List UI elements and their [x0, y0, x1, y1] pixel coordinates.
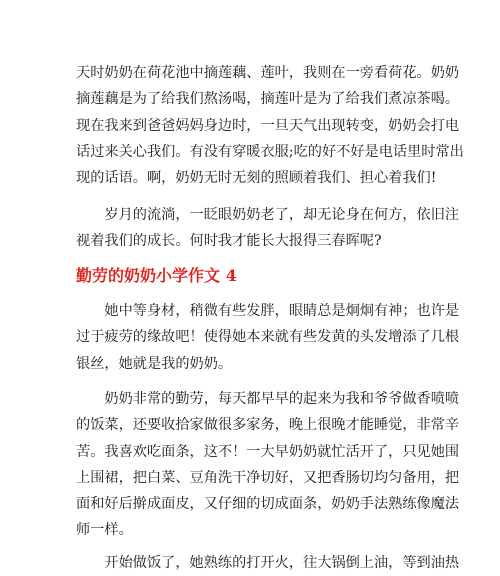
text-line: 她中等身材，稍微有些发胖，眼睛总是炯炯有神；也许是 — [76, 303, 460, 319]
paragraph-2 — [76, 202, 460, 255]
text-line: 摘莲藕是为了给我们熬汤喝，摘莲叶是为了给我们煮凉茶喝。 — [76, 91, 460, 108]
text-line: 天时奶奶在荷花池中摘莲藕、莲叶，我则在一旁看荷花。奶奶 — [76, 65, 460, 81]
text-line: 视着我们的成长。何时我才能长大报得三春晖呢? — [76, 233, 382, 250]
section-heading: 勤劳的奶奶小学作文 4 — [76, 266, 237, 285]
text-line: 话过来关心我们。有没有穿暖衣服;吃的好不好是电话里时常出 — [76, 143, 464, 160]
paragraph-5 — [76, 550, 460, 576]
paragraph-1 — [76, 60, 464, 191]
text-line: 面和好后擀成面皮，又仔细的切成面条，奶奶手法熟练像魔法 — [76, 496, 460, 513]
text-line: 现的话语。啊，奶奶无时无刻的照顾着我们、担心着我们! — [76, 170, 437, 187]
text-line: 开始做饭了，她熟练的打开火，往大锅倒上油，等到油热 — [76, 555, 460, 571]
paragraph-4 — [76, 386, 460, 544]
text-line: 岁月的流淌，一眨眼奶奶老了，却无论身在何方，依旧注 — [76, 207, 460, 223]
text-line: 苦。我喜欢吃面条，这不！一大早奶奶就忙活开了，只见她围 — [76, 443, 460, 460]
text-line: 银丝，她就是我的奶奶。 — [76, 355, 233, 372]
text-line: 师一样。 — [76, 522, 133, 539]
text-line: 上围裙，把白菜、豆角洗干净切好，又把香肠切均匀备用，把 — [76, 469, 460, 486]
text-line: 奶奶非常的勤劳，每天都早早的起来为我和爷爷做香喷喷 — [76, 391, 460, 407]
text-line: 现在我来到爸爸妈妈身边时，一旦天气出现转变，奶奶会打电 — [76, 117, 460, 134]
text-line: 的饭菜，还要收拾家做很多家务，晚上很晚才能睡觉，非常辛 — [76, 417, 460, 434]
paragraph-3 — [76, 298, 460, 377]
text-line: 过于疲劳的缘故吧！使得她本来就有些发黄的头发增添了几根 — [76, 329, 460, 346]
